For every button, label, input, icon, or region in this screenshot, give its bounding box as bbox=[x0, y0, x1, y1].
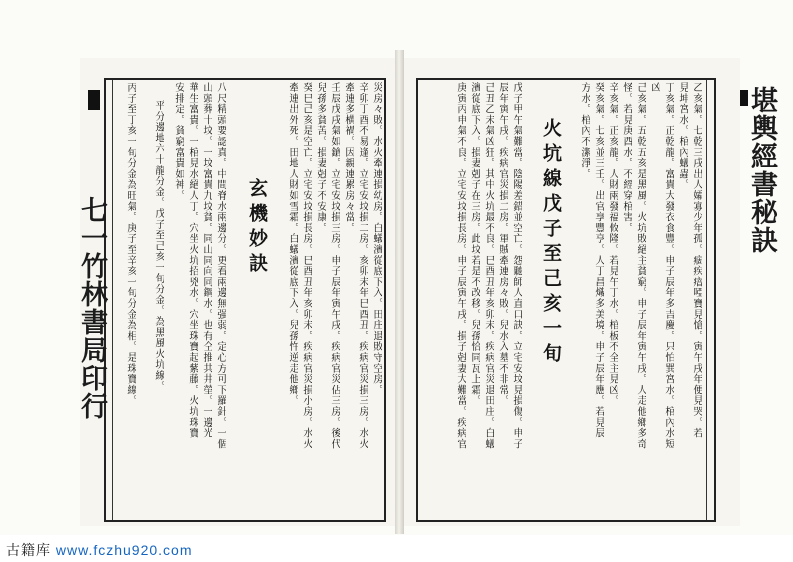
text-column: 山頭葬十坟。一坟富貴九坟貧。同山同向同鋼水。也有仝推共井塋。一邊光 bbox=[201, 82, 212, 439]
text-column: 華生富貴。一棺見水絕人丁。穴坐火坑招兇水。穴坐珠寶起紫藤。火坑珠寶 bbox=[187, 82, 198, 439]
text-column: 癸巳己亥是空亡。立宅安坟損長房。巳酉丑年亥卯未。疾病官災損小房。水火 bbox=[301, 82, 312, 450]
watermark-name: 古籍库 bbox=[6, 542, 51, 558]
text-column: 兒孫多貧苦。損妻尅子不安康。 bbox=[315, 82, 326, 234]
watermark-url[interactable]: www.fczhu920.com bbox=[55, 542, 193, 558]
text-column: 牽連出外死。田地人財如雪霜。白蟻濱從底下入。兒孫忤逆走他鄉。 bbox=[287, 82, 298, 406]
section-heading-firepit: 火坑線戊子至己亥一旬 bbox=[540, 118, 562, 368]
text-column: 安排定。貧窮富貴如神。 bbox=[173, 82, 184, 201]
left-inner-rule bbox=[112, 80, 113, 520]
site-watermark[interactable] bbox=[6, 540, 193, 560]
text-column: 己亥氣。五乾五亥是黑風。火坑敗絕主貧窮。申子辰年寅午戌。人走他鄉多奇 bbox=[635, 82, 646, 450]
right-inner-rule bbox=[706, 80, 707, 520]
right-page-edge-title: 堪輿經書秘訣 bbox=[746, 86, 777, 254]
text-column: 方水。棺內不潔淨。 bbox=[579, 82, 590, 180]
text-column: 見坤宮水。棺內蟻蟲。 bbox=[677, 82, 688, 190]
text-column: 戊子甲午氣難當。陰陽差錯並空亡。怨聽師人直口訣。立宅安坟見損傷。申子 bbox=[511, 82, 522, 450]
text-column: 壬辰戊戌氣如鎗。立宅安坟損三房。申子辰年寅午戌。疾病官災佔三房。後代 bbox=[329, 82, 340, 450]
text-column: 丁亥氣。正乾龍。富貴大發衣食豐。申子辰年多吉慶。只怕巽宮水。棺內水短 bbox=[663, 82, 674, 450]
text-column: 癸亥氣。七亥並三壬。出官享豐亨。人丁昌熾多美境。申子辰年應。若見辰 bbox=[593, 82, 604, 439]
text-column: 濱從底下入。損妻剋子在三房。此坟若是不改移。兒孫恰同瓦上霜。 bbox=[469, 82, 480, 406]
left-page-edge-title: 七一竹林書局印行 bbox=[76, 196, 107, 420]
text-column: 凶 bbox=[649, 82, 660, 93]
text-column: 牽連多横禍。因親連累房々當。 bbox=[343, 82, 354, 234]
text-column: 辛卯丁酉不易逢。立宅安坟損二房。亥卯未年巳酉丑。疾病官災損三房。水火 bbox=[357, 82, 368, 450]
section-heading-xuanji: 玄機妙訣 bbox=[246, 178, 268, 278]
text-column: 庚寅丙申氣不良。立宅安坟損長房。申子辰寅午戌。損子尅妻大難當。疾病官 bbox=[455, 82, 466, 450]
text-column: 平分邊地六十龍分金。戊子至己亥一旬分金。為黑風火坑線。 bbox=[153, 100, 164, 392]
text-column: 八尺精頭要認真。中間脊水兩邊分。更看兩邊無强弱。定心方可下羅針。一個 bbox=[215, 82, 226, 450]
left-edge-mark bbox=[88, 90, 100, 110]
text-column: 辰年寅午戌。疾病官災損二房。軍賊牽連房々敗。兒水入墓不非常。 bbox=[497, 82, 508, 406]
text-column: 怪。若見庚酉水。不經穿棺害。 bbox=[621, 82, 632, 234]
text-column: 辛亥氣。正亥龍。人財兩發福攸隆。若見午丁水。棺板不全主見凶。 bbox=[607, 82, 618, 406]
text-column: 丙子至丁亥一旬分金為旺氣。庚子至辛亥一旬分金為相。是珠寶線。 bbox=[125, 82, 136, 406]
text-column: 災房々敗。水火牽連損幼房。白蟻濱從底下入。田庄退敗守空房。 bbox=[371, 82, 382, 396]
book-gutter bbox=[395, 50, 404, 534]
text-column: 己丑乙未氣凶狂。其中火坑最不良。巳酉丑年亥卯未。疾病官災退田庄。白蟻 bbox=[483, 82, 494, 450]
text-column: 乙亥氣。七乾三戌出人孀寡少年孤。痼疾瘖啞寶見愴。寅午戌年便見哭。若 bbox=[691, 82, 702, 439]
